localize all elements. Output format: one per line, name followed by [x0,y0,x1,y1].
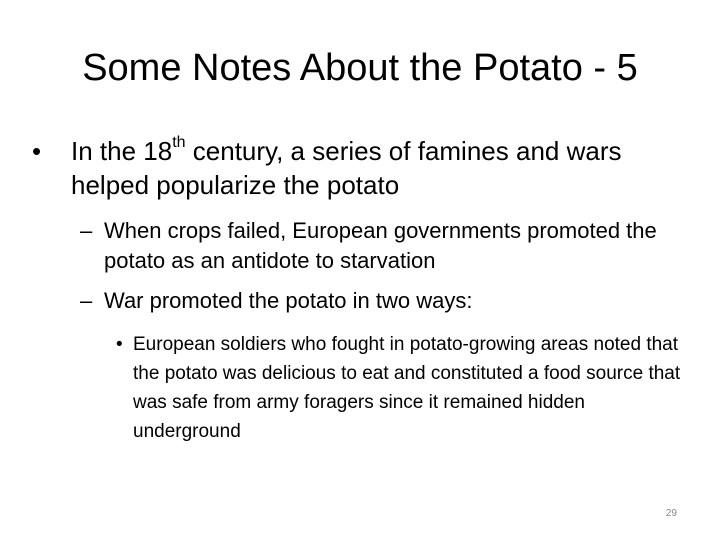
sub-bullet-text: War promoted the potato in two ways: [104,288,473,313]
sub-bullet-text: When crops failed, European governments promoted the potato as an antidote to starvation [104,218,657,273]
sub-bullet-war [80,286,680,316]
sub-sub-bullet-soldiers [116,330,686,446]
bullet-marker: • [32,136,42,166]
bullet-level-1 [32,134,672,202]
sub-bullet-crops [80,216,680,276]
ordinal-superscript: th [172,134,186,152]
bullet-marker: • [116,334,123,355]
sub-sub-bullet-text: European soldiers who fought in potato-growing areas noted that the potato was delicious to eat and constituted a food source that was safe from army foragers since it remained hidden underground [133,334,681,442]
dash-marker: – [80,218,93,243]
page-number: 29 [665,508,677,519]
bullet-text-start: In the 18 [71,136,173,166]
slide-title: Some Notes About the Potato - 5 [82,47,638,89]
bullet-text-end: century, a series of famines and wars helped popularize the potato [71,136,622,200]
bullet-text [71,134,672,202]
dash-marker: – [80,288,93,313]
